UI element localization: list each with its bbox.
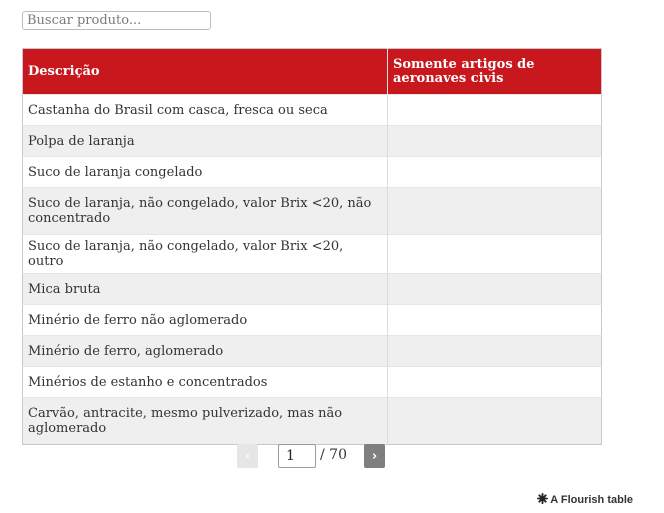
search-input[interactable] <box>22 11 211 30</box>
table-row <box>23 274 602 305</box>
table-cell-aircraft <box>388 398 602 445</box>
table-cell-aircraft <box>388 235 602 274</box>
table-cell-description: Castanha do Brasil com casca, fresca ou seca <box>23 95 388 126</box>
table-cell-aircraft <box>388 367 602 398</box>
table-cell-description: Mica bruta <box>23 274 388 305</box>
table-cell-aircraft <box>388 126 602 157</box>
table-row <box>23 305 602 336</box>
table-cell-aircraft <box>388 274 602 305</box>
table-row <box>23 188 602 235</box>
table-cell-aircraft <box>388 188 602 235</box>
column-header-descricao[interactable]: Descrição <box>23 49 388 95</box>
table-cell-description: Minério de ferro, aglomerado <box>23 336 388 367</box>
table-cell-description: Minérios de estanho e concentrados <box>23 367 388 398</box>
table-cell-description: Suco de laranja congelado <box>23 157 388 188</box>
column-header-aeronaves[interactable]: Somente artigos de aeronaves civis <box>388 49 602 95</box>
flourish-credit-link[interactable] <box>537 493 633 507</box>
table-row <box>23 95 602 126</box>
table-cell-description: Suco de laranja, não congelado, valor Brix <20, outro <box>23 235 388 274</box>
table-row <box>23 235 602 274</box>
table-row <box>23 398 602 445</box>
table-row <box>23 157 602 188</box>
next-page-button[interactable]: › <box>364 444 385 468</box>
table-cell-description: Polpa de laranja <box>23 126 388 157</box>
table-row <box>23 336 602 367</box>
data-table <box>22 48 602 445</box>
credit-label: A Flourish table <box>550 494 633 506</box>
prev-page-button[interactable]: ‹ <box>237 444 258 468</box>
table-cell-aircraft <box>388 157 602 188</box>
table-row <box>23 126 602 157</box>
table-cell-aircraft <box>388 305 602 336</box>
table-header-row <box>23 49 602 95</box>
table-row <box>23 367 602 398</box>
page-number-input[interactable] <box>278 444 316 468</box>
pagination <box>0 444 664 468</box>
page-total-label: / 70 <box>320 447 347 463</box>
table-cell-description: Suco de laranja, não congelado, valor Brix <20, não concentrado <box>23 188 388 235</box>
flourish-asterisk-icon <box>537 493 550 507</box>
table-cell-description: Minério de ferro não aglomerado <box>23 305 388 336</box>
table-cell-aircraft <box>388 95 602 126</box>
table-cell-aircraft <box>388 336 602 367</box>
table-cell-description: Carvão, antracite, mesmo pulverizado, mas não aglomerado <box>23 398 388 445</box>
